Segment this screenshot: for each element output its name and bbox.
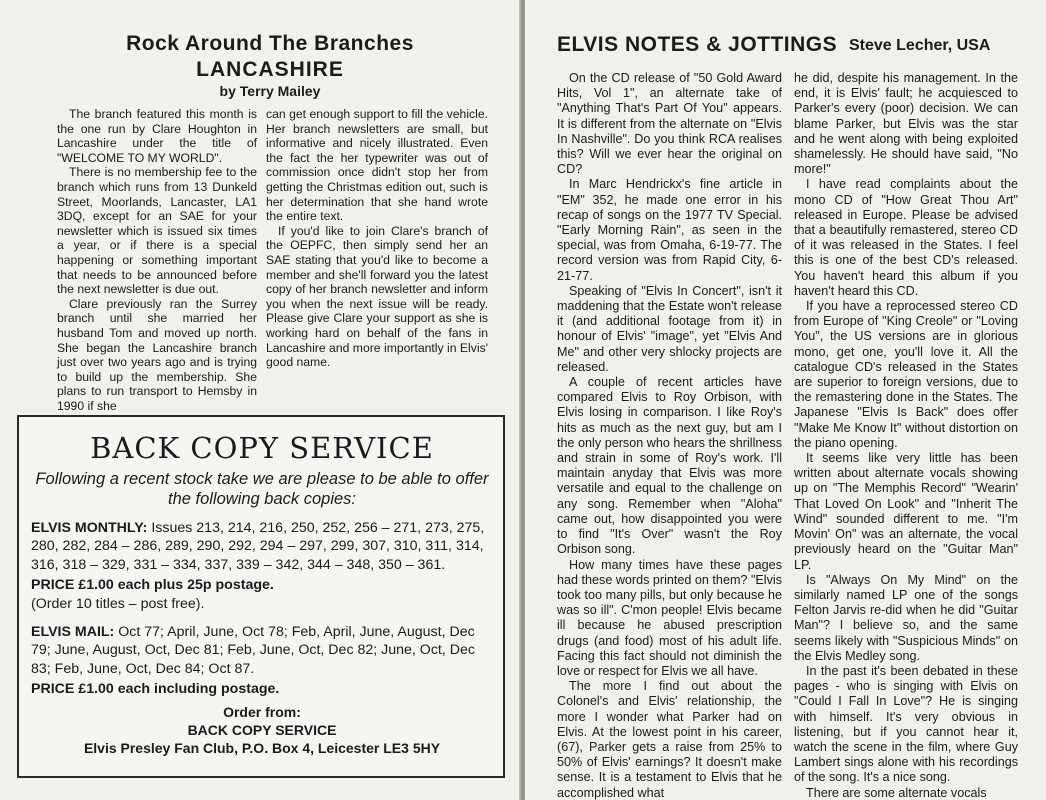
notes-column-1 [557, 71, 782, 800]
notes-paragraph: In Marc Hendrickx's fine article in "EM" 352, he made one error in his recap of songs on the 1977 TV Special. "Early Morning Rain", as seen in the special, was from Omaha, 6-19-77. The record version was from Rapid City, 6-21-77. [557, 177, 782, 283]
branch-column-title: Rock Around The Branches [126, 32, 414, 55]
notes-paragraph: There are some alternate vocals [806, 785, 987, 800]
article-paragraph: can get enough support to fill the vehicle. Her branch newsletters are small, but informative and nicely illustrated. Even the fact the her typewriter was out of commission once didn't stop her from getting the Christmas edition out, such is her determination that she hand wrote the entire text. [266, 107, 488, 224]
notes-jottings-title: ELVIS NOTES & JOTTINGS [557, 33, 838, 56]
elvis-mail-list: Oct 77; April, June, Oct 78; Feb, April, June, August, Dec 79; June, August, Oct, Dec 81; Feb, June, Oct, Dec 82; June, Oct, Dec 83; Feb, June, Oct, Dec 84; Oct 87. [31, 624, 475, 677]
notes-paragraph: The more I find out about the Colonel's and Elvis' relationship, the more I wonder what Parker had on Elvis. At the lowest point in his career, (67), Parker gets a raise from 25% to 50% of Elvis' earnings? It doesn't make sense. It is a testament to Elvis that he accomplished what [557, 679, 782, 800]
notes-paragraph: In the past it's been debated in these pages - who is singing with Elvis on "Could I Fall In Love"? He is singing with himself. It's very obvious in listening, but if you cannot hear it, watch the scene in the film, where Guy Lambert sings alone with his recordings of the song. It's a nice song. [794, 663, 1018, 785]
notes-paragraph: On the CD release of "50 Gold Award Hits, Vol 1", an alternate take of "Anything That's Part Of You" appears. It is different from the alternate on "Elvis In Nashville". Do you think RCA realises this? Will we ever hear the original on CD? [557, 71, 782, 177]
notes-paragraph: Is "Always On My Mind" on the similarly named LP one of the songs Felton Jarvis re-did when he did "Guitar Man"? I believe so, and the same seems likely with "Suspicious Minds" on the Elvis Medley song. [794, 572, 1018, 663]
branch-byline: by Terry Mailey [219, 83, 321, 99]
notes-author: Steve Lecher, USA [849, 37, 991, 54]
notes-column-2 [794, 71, 1018, 800]
elvis-monthly-issues [31, 519, 493, 574]
elvis-mail-label: ELVIS MAIL: [31, 624, 115, 641]
notes-paragraph: I have read complaints about the mono CD of "How Great Thou Art" released in Europe. Please be advised that a beautifully remastered, stereo CD of it was released in the States. I feel this is one of the best CD's released. You haven't heard this album if you haven't heard this CD. [794, 177, 1018, 298]
right-page [525, 0, 1046, 800]
back-copy-title: BACK COPY SERVICE [90, 431, 434, 465]
elvis-monthly-price: PRICE £1.00 each plus 25p postage. [31, 577, 274, 594]
notes-paragraph: It seems like very little has been written about alternate vocals showing up on "The Memphis Record" "Wearin' That Loved On Look" and "Inherit The Wind" sounded different to me. "I'm Movin' On" was an alternate, the vocal previously heard on the "Guitar Man" LP. [794, 451, 1018, 572]
notes-paragraph: Speaking of "Elvis In Concert", isn't it maddening that the Estate won't release it (and additional footage from it) in honour of Elvis' "image", yet "Elvis And Me" and other very shlocky projects are released. [557, 283, 782, 374]
elvis-mail-price: PRICE £1.00 each including postage. [31, 681, 280, 698]
elvis-monthly-list: Issues 213, 214, 216, 250, 252, 256 – 271, 273, 275, 280, 282, 284 – 286, 289, 290, 292, 294 – 297, 299, 307, 310, 311, 314, 316, 318 – 329, 331 – 334, 337, 339 – 342, 344 – 348, 350 – 361. [31, 520, 485, 573]
back-copy-intro: Following a recent stock take we are please to be able to offer the following back copies: [35, 470, 489, 508]
notes-paragraph: If you have a reprocessed stereo CD from Europe of "King Creole" or "Loving You", the US versions are in glorious mono, get one, you'll love it. All the catalogue CD's released in the States are superior to foreign versions, due to the remastering done in the States. The Japanese "Elvis Is Back" does offer "Make Me Know It" without distortion on the piano opening. [794, 299, 1018, 450]
notes-paragraph: A couple of recent articles have compared Elvis to Roy Orbison, with Elvis losing in comparison. I like Roy's hits as much as the next guy, but am I the only person who hears the shrillness and strain in some of Roy's work. I'll maintain anyday that Elvis was more versatile and equal to the challenge on any song. Remember when "Aloha" came out, how disappointed you were to find "It's Over" wasn't the Roy Orbison song. [557, 375, 782, 557]
back-copy-service-box [17, 415, 505, 778]
branch-article-column-2 [266, 107, 488, 370]
elvis-mail-issues [31, 623, 493, 678]
order-from-label: Order from: [223, 703, 301, 720]
branch-article-column-1 [57, 107, 257, 413]
article-paragraph: The branch featured this month is the one run by Clare Houghton in Lancashire under the title of "WELCOME TO MY WORLD". [57, 107, 257, 165]
order-service-name: BACK COPY SERVICE [187, 721, 337, 738]
article-paragraph: There is no membership fee to the branch which runs from 13 Dunkeld Street, Moorlands, Lancaster, LA1 3DQ, except for an SAE for your newsletter which is issued six times a year, or if there is a special happening or something important that needs to be announced before the next newsletter is due out. [57, 165, 257, 297]
order-address: Elvis Presley Fan Club, P.O. Box 4, Leicester LE3 5HY [83, 739, 441, 756]
elvis-monthly-label: ELVIS MONTHLY: [31, 520, 148, 536]
branch-name-heading: LANCASHIRE [196, 58, 344, 81]
left-page [0, 0, 521, 800]
order-from-block [31, 703, 493, 757]
article-paragraph: Clare previously ran the Surrey branch until she married her husband Tom and moved up north. She began the Lancashire branch just over two years ago and is trying to build up the membership. She plans to run transport to Hemsby in 1990 if she [57, 296, 257, 413]
notes-paragraph: How many times have these pages had these words printed on them? "Elvis took too many pills, but only because he was so ill". C'mon people! Elvis became ill because he abused prescription drugs (and food) most of his adult life. Facing this fact should not diminish the love or respect for Elvis we all have. [557, 557, 782, 678]
notes-paragraph: he did, despite his management. In the end, it is Elvis' fault; he acquiesced to Parker's every (poor) decision. We can blame Parker, but Elvis was the star and he went along with being exploited shamelessly. He should have said, "No more!" [794, 71, 1018, 177]
article-paragraph: If you'd like to join Clare's branch of the OEPFC, then simply send her an SAE stating that you'd like to become a member and she'll forward you the latest copy of her branch newsletter and inform you when the next issue will be ready. Please give Clare your support as she is working hard on behalf of the fans in Lancashire and more importantly in Elvis' good name. [266, 223, 488, 370]
elvis-monthly-note: (Order 10 titles – post free). [31, 595, 205, 612]
